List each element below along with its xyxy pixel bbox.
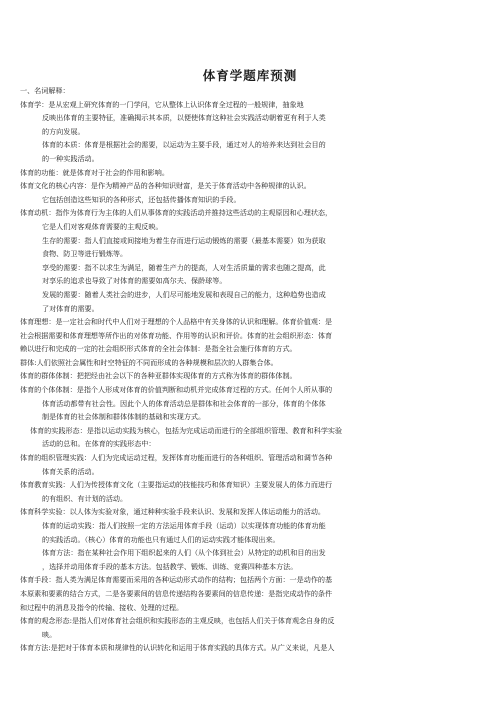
text-line: 生存的需要：指人们直接或间接地为着生存而进行运动锻炼的需要（最基本需要）如为获取 xyxy=(42,235,326,245)
section-heading: 一、名词解释： xyxy=(20,86,70,95)
text-line: 体育的群体体制：把把经由社会以下的各种亚群体实现体育的方式称为体育的群体体制。 xyxy=(20,371,297,381)
text-line: ，选择并动用体育手段的基本方法。包括教学、锻炼、训练、竞赛四种基本方法。 xyxy=(42,561,298,571)
text-line: 体育活动都带有社会性。因此个人的体育活动总是群体和社会体育的一部分，体育的个体体 xyxy=(42,398,326,408)
text-line: 体育动机：指作为体育行为主体的人们从事体育的实践活动并推持这些活动的主观原因和心理状态， xyxy=(20,208,333,218)
text-line: 体育的运动实践：指人们按照一定的方法运用体育手段（运动）以实现体育功能的体育功能 xyxy=(42,521,326,530)
text-line: 它是人们对客观体育需要的主观反映。 xyxy=(42,221,163,231)
text-line: 体育的组织管理实践：人们为完成运动过程，发挥体育功能而进行的各种组织、管理活动和调节各种 xyxy=(20,453,333,463)
text-line: 赖以进行和完成的一定的社会组织形式体育的全社会体制：是指全社会施行体育的方式。 xyxy=(20,344,297,354)
text-line: 体育的功能：就是体育对于社会的作用和影响。 xyxy=(20,167,169,177)
text-line: 对享乐的追求也导致了对体育的需要如高尔夫、保龄球等。 xyxy=(42,276,227,286)
text-line: 反映出体育的主要特征，准确揭示其本质，以便使体育这种社会实践活动朝着更有利于人类 xyxy=(42,113,326,123)
text-line: 享受的需要：指不以求生为满足，随着生产力的提高，人对生活质量的需求也随之提高，此 xyxy=(42,262,326,272)
text-line: 它包括创造这些知识的各种形式，还包括传播体育知识的手段。 xyxy=(42,194,241,204)
text-line: 的实践活动。（核心）体育的功能也只有通过人们的运动实践才能体现出来。 xyxy=(42,534,280,544)
text-line: 体育方法:是把对于体育本质和规律性的认识转化和运用于体育实践的具体方式。从广义来说，凡是人 xyxy=(20,643,335,653)
text-line: 发展的需要：随着人类社会的进步，人们尽可能地发展和表现自己的能力，这种趋势也造成 xyxy=(42,289,326,299)
text-line: 体育关系的活动。 xyxy=(42,466,99,476)
text-line: 体育的本质：体育是根据社会的需要，以运动为主要手段，通过对人的培养来达到社会目的 xyxy=(42,140,326,150)
text-line: 体育手段：指人类为满足体育需要而采用的各种运动形式动作的结构；包括两个方面：一是动作的基 xyxy=(20,575,333,585)
text-line: 体育的实践形态：是指以运动实践为核心，包括为完成运动而进行的全部组织管理、教育和科学实验 xyxy=(30,425,343,435)
text-line: 本原素和要素的结合方式，二是各要素间的信息传递结构各要素间的信息传递：是指完成动作的条件 xyxy=(20,588,333,598)
text-line: 体育科学实验：以人体为实验对象，通过种种实验手段来认识、发展和发挥人体运动能力的活动。 xyxy=(20,507,326,517)
text-line: 体育学：是从宏观上研究体育的一门学问，它从整体上认识体育全过程的一般规律，抽象地 xyxy=(20,99,304,109)
text-line: 活动的总和。在体育的实践形态中： xyxy=(42,439,156,449)
page-title: 体育学题库预测 xyxy=(202,68,298,83)
text-line: 群体:人们依照社会属性和时空特征的不同而形成的各种规模和层次的人群集合体。 xyxy=(20,357,278,367)
text-line: 社会根据需要和体育理想等所作出的对体育功能、作用等的认识和评价。体育的社会组织形态：体育 xyxy=(20,330,333,340)
text-line: 体育方法：指在某种社会作用下组织起来的人们（从个体到社会）从特定的动机和目的出发 xyxy=(42,548,326,558)
text-line: 体育理想：是一定社会和时代中人们对于理想的个人品格中有关身体的认识和理解。体育价值观：是 xyxy=(20,317,333,327)
text-line: 的有组织、有计划的活动。 xyxy=(42,493,128,503)
text-line: 制是体育的社会体制和群体体制的基础和实现方式。 xyxy=(42,412,206,422)
text-line: 的一种实践活动。 xyxy=(42,153,99,163)
text-line: 的方向发展。 xyxy=(42,126,85,136)
text-line: 和过程中的消息及指令的传输、接收、处理的过程。 xyxy=(20,602,184,612)
text-line: 体育教育实践：人们为传授体育文化（主要指运动的技能技巧和体育知识）主要发展人的体力而进行 xyxy=(20,480,333,490)
text-line: 体育的观念形态:是指人们对体育社会组织和实践形态的主观反映，也包括人们关于体育观念自身的反 xyxy=(20,616,335,626)
text-line: 体育的个体体制：是指个人形成对体育的价值判断和动机并完成体育过程的方式。任何个人所从事的 xyxy=(20,385,333,395)
text-line: 了对体育的需要。 xyxy=(42,303,99,313)
text-line: 映。 xyxy=(42,629,57,639)
text-line: 食物、防卫等进行锻炼等。 xyxy=(42,249,128,259)
text-line: 体育文化的核心内容：是作为精神产品的各种知识财富，是关于体育活动中各种规律的认识。 xyxy=(20,181,311,191)
document-body xyxy=(20,84,484,655)
